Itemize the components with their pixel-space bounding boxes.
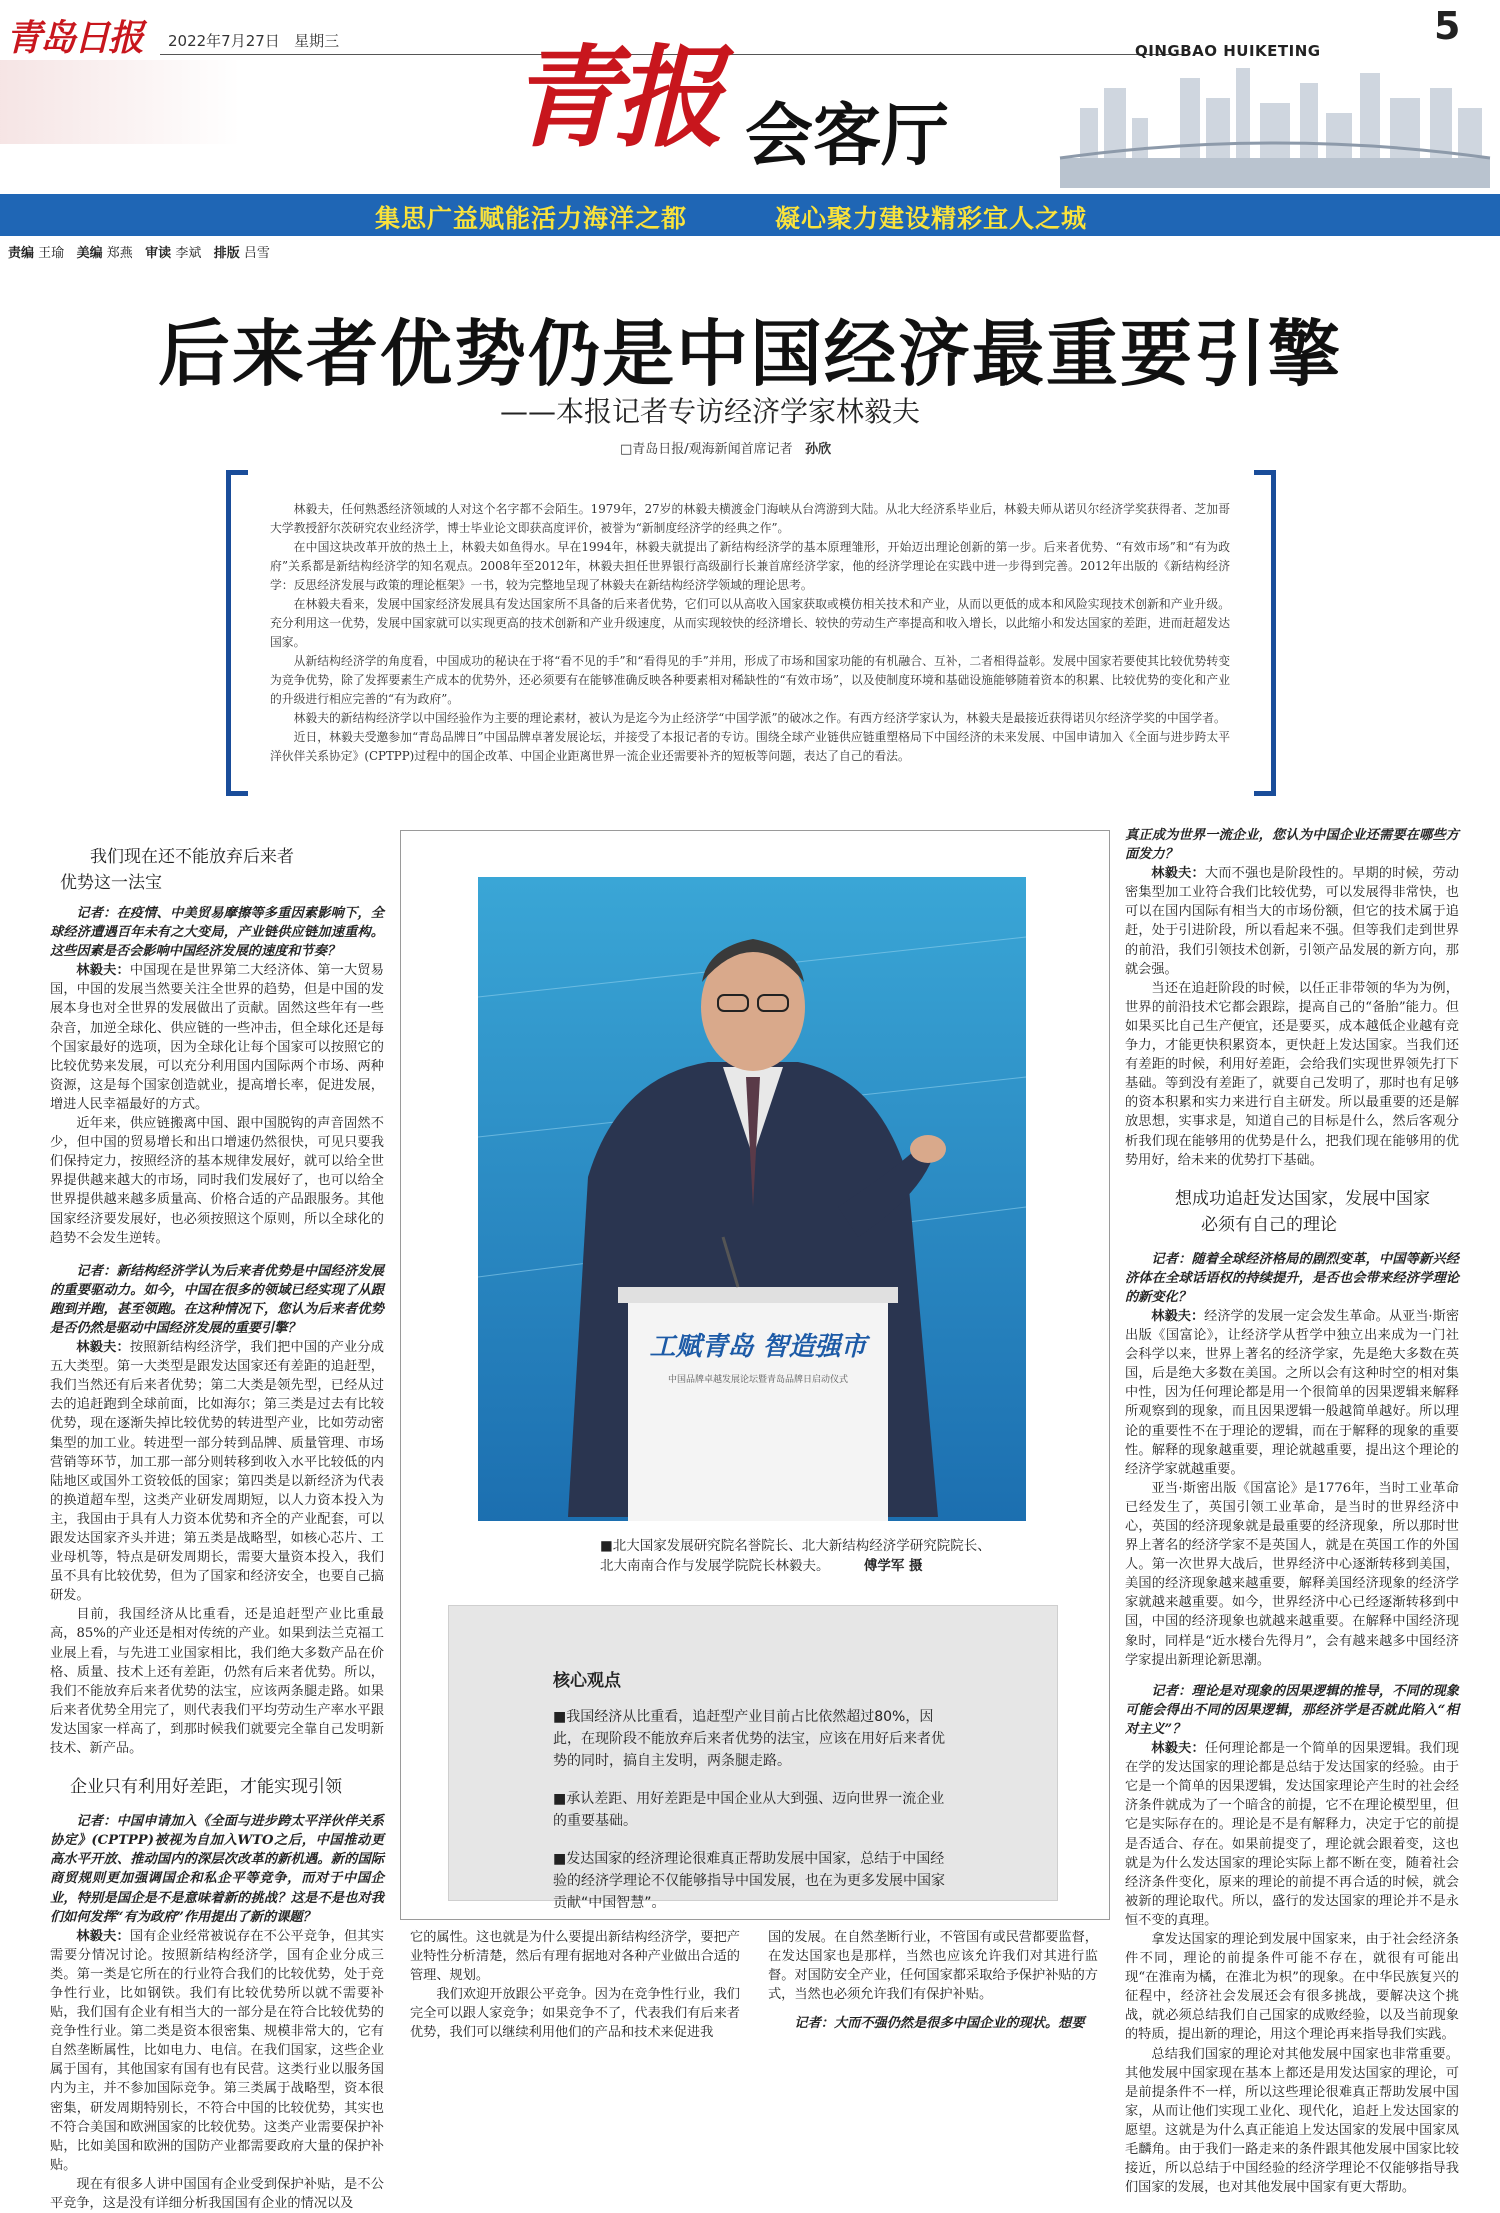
slogan-right: 凝心聚力建设精彩宜人之城 <box>775 204 1088 233</box>
question: 记者：理论是对现象的因果逻辑的推导，不同的现象可能会得出不同的因果逻辑，那经济学是否就此陷入“相对主义”？ <box>1125 1683 1459 1737</box>
weekday-text: 星期三 <box>294 32 340 50</box>
answer-paragraph: 近年来，供应链搬离中国、跟中国脱钩的声音固然不少，但中国的贸易增长和出口增速仍然很快，可见只要我们保持定力，按照经济的基本规律发展好，就可以给全世界提供越来越大的市场，同时我们发展好了，也可以给全世界提供越来越多质量高、价格合适的产品跟服务。其他国家经济要发展好，也必须按照这个原则，所以全球化的趋势不会发生逆转。 <box>50 1116 384 1246</box>
answer-paragraph: 现在有很多人讲中国国有企业受到保护补贴，是不公平竞争，这是没有详细分析我国国有企业的情况以及 <box>50 2176 384 2211</box>
header-left-wash <box>0 60 240 144</box>
credit-role: 排版 <box>213 246 240 261</box>
intro-paragraph: 从新结构经济学的角度看，中国成功的秘诀在于将“看不见的手”和“看得见的手”并用，形成了市场和国家功能的有机融合、互补，二者相得益彰。发展中国家若要使其比较优势转变为竞争优势，除了发挥要素生产成本的优势外，还必须要有在能够准确反映各种要素相对稀缺性的“有效市场”，以及使制度环境和基础设施能够随着资本的积累、比较优势的变化和产业的升级进行相应完善的“有为政府”。 <box>270 654 1230 706</box>
answer-paragraph: 总结我们国家的理论对其他发展中国家也非常重要。其他发展中国家现在基本上都还是用发达国家的理论，可是前提条件不一样，所以这些理论很难真正帮助发展中国家，从而让他们实现工业化、现代化，追赶上发达国家的愿望。这就是为什么真正能追上发达国家的发展中国家凤毛麟角。由于我们一路走来的条件跟其他发展中国家比较接近，所以总结于中国经验的经济学理论不仅能够指导我们国家的发展，也对其他发展中国家有更大帮助。 <box>1125 2046 1459 2196</box>
core-points-title: 核心观点 <box>553 1671 621 1691</box>
speaker-label: 林毅夫： <box>1151 1741 1205 1757</box>
answer-text: 按照新结构经济学，我们把中国的产业分成五大类型。第一大类型是跟发达国家还有差距的追赶型，我们当然还有后来者优势；第二大类是领先型，已经从过去的追赶跑到全球前面，比如海尔；第三类是过去有比较优势，现在逐渐失掉比较优势的转进型产业，比如劳动密集型的加工业。转进型一部分转到品牌、质量管理、市场营销等环节，加工那一部分则转移到收入水平比较低的内陆地区或国外工资较低的国家；第四类是以新经济为代表的换道超车型，这类产业研发周期短，以人力资本投入为主，我国由于具有人力资本优势和齐全的产业配套，可以跟发达国家齐头并进；第五类是战略型，如核心芯片、工业母机等，特点是研发周期长，需要大量资本投入，我们虽不具有比较优势，但为了国家和经济安全，也要自己搞研发。 <box>50 1340 384 1604</box>
caption-line: ■北大国家发展研究院名誉院长、北大新结构经济学研究院院长、 <box>600 1538 991 1554</box>
section-title-1 <box>50 838 384 904</box>
intro-bracket-left <box>226 470 248 796</box>
credit-role: 审读 <box>145 246 172 261</box>
body-paragraph: 我们欢迎开放跟公平竞争。因为在竞争性行业，我们完全可以跟人家竞争；如果竞争不了，代表我们有后来者优势，我们可以继续利用他们的产品和技术来促进我 <box>410 1987 740 2041</box>
speaker-photo <box>478 877 1026 1521</box>
city-skyline-illustration <box>1060 58 1490 196</box>
intro-bracket-right <box>1254 470 1276 796</box>
credit-name: 吕雪 <box>243 246 270 261</box>
answer-paragraph <box>50 1927 384 2175</box>
speaker-label: 林毅夫： <box>1151 866 1205 882</box>
speaker-label: 林毅夫： <box>76 963 130 979</box>
question-continued: 真正成为世界一流企业，您认为中国企业还需要在哪些方面发力？ <box>1125 828 1459 863</box>
section-title-2: 企业只有利用好差距，才能实现引领 <box>70 1777 342 1798</box>
podium-banner-small: 中国品牌卓越发展论坛暨青岛品牌日启动仪式 <box>667 1375 849 1385</box>
answer-paragraph: 当还在追赶阶段的时候，以任正非带领的华为为例，世界的前沿技术它都会跟踪，提高自己的“备胎”能力。但如果买比自己生产便宜，还是要买，成本越低企业越有竞争力，才能更快积累资本，更快赶上发达国家。当我们还有差距的时候，利用好差距，会给我们实现世界领先打下基础。等到没有差距了，就要自己发明了，那时也有足够的资本积累和实力来进行自主研发。所以最重要的还是解放思想，实事求是，知道自己的目标是什么，然后客观分析我们现在能够用的优势是什么，把我们现在能够用的优势用好，给未来的优势打下基础。 <box>1125 980 1459 1168</box>
byline <box>620 438 831 457</box>
column-1 <box>50 838 384 2211</box>
answer-paragraph <box>1125 1307 1459 1479</box>
slogan-left: 集思广益赋能活力海洋之都 <box>375 204 688 233</box>
byline-name: 孙欣 <box>805 442 832 457</box>
byline-source: □青岛日报/观海新闻首席记者 <box>620 442 793 457</box>
paper-logo: 青岛日报 <box>6 17 143 59</box>
photo-caption <box>600 1536 1020 1576</box>
section-title-3 <box>1125 1170 1459 1250</box>
intro-paragraph: 林毅夫的新结构经济学以中国经验作为主要的理论素材，被认为是迄今为止经济学“中国学派”的破冰之作。有西方经济学家认为，林毅夫是最接近获得诺贝尔经济学奖的中国学者。 <box>293 711 1226 725</box>
section-title-line: 我们现在还不能放弃后来者 <box>90 847 294 867</box>
core-points-box <box>448 1605 1058 1911</box>
answer-text: 任何理论都是一个简单的因果逻辑。我们现在学的发达国家的理论都是总结于发达国家的经验。由于它是一个简单的因果逻辑，发达国家理论产生时的社会经济条件就成为了一个暗含的前提，它不在理论模型里，但它是实际存在的。理论是不是有解释力，决定于它的前提是否适合、存在。如果前提变了，理论就会跟着变，这也就是为什么发达国家的理论实际上都不断在变，随着社会经济条件变化，原来的理论的前提不再合适的时候，就会被新的理论取代。所以，盛行的发达国家的理论并不是永恒不变的真理。 <box>1125 1741 1459 1928</box>
answer-text: 中国现在是世界第二大经济体、第一大贸易国，中国的发展当然要关注全世界的趋势，但是中国的发展本身也对全世界的发展做出了贡献。固然这些年有一些杂音，加逆全球化、供应链的一些冲击，但全球化还是每个国家最好的选项，因为全球化让每个国家可以按照它的比较优势来发展，可以充分利用国内国际两个市场、两种资源，这是每个国家创造就业，提高增长率，促进发展，增进人民幸福最好的方式。 <box>50 963 384 1112</box>
question: 记者：中国申请加入《全面与进步跨太平洋伙伴关系协定》(CPTPP)被视为自加入WTO之后，中国推动更高水平开放、推动国内的深层次改革的新机遇。新的国际商贸规则更加强调国企和私企平等竞争，而对于中国企业，特别是国企是不是意味着新的挑战？这是不是也对我们如何发挥“有为政府”作用提出了新的课题？ <box>50 1814 384 1925</box>
column-3-bottom <box>768 1928 1098 2150</box>
answer-text: 经济学的发展一定会发生革命。从亚当·斯密出版《国富论》，让经济学从哲学中独立出来成为一门社会科学以来，世界上著名的经济学家，先是绝大多数在英国，后是绝大多数在美国。之所以会有这种时空的相对集中性，因为任何理论都是用一个很简单的因果逻辑来解释所观察到的现象，而且因果逻辑一般越简单越好。所以理论的重要性不在于理论的逻辑，而在于解释的现象的重要性。解释的现象越重要，理论就越重要，提出这个理论的经济学家就越重要。 <box>1125 1308 1460 1477</box>
question: 记者：大而不强仍然是很多中国企业的现状。想要 <box>794 2016 1085 2032</box>
credit-role: 美编 <box>76 246 103 261</box>
credit-name: 王瑜 <box>38 246 65 261</box>
answer-text: 大而不强也是阶段性的。早期的时候，劳动密集型加工业符合我们比较优势，可以发展得非常快，也可以在国内国际有相当大的市场份额，但它的技术属于追赶，处于引进阶段，所以看起来不强。但等我们走到世界的前沿，我们引领技术创新，引领产品发展的新方向，那就会强。 <box>1125 866 1459 977</box>
answer-text: 国有企业经常被说存在不公平竞争，但其实需要分情况讨论。按照新结构经济学，国有企业分成三类。第一类是它所在的行业符合我们的比较优势，处于竞争性行业，比如钢铁。我们有比较优势所以就不需要补贴，我们国有企业有相当大的一部分是在符合比较优势的竞争性行业。第二类是资本很密集、规模非常大的，它有自然垄断属性，比如电力、电信。在我们国家，这些企业属于国有，其他国家有国有也有民营。这类行业以服务国内为主，并不参加国际竞争。第三类属于战略型，资本很密集，研发周期特别长，不符合中国的比较优势，其实也不符合美国和欧洲国家的比较优势。这类产业需要保护补贴，比如美国和欧洲的国防产业都需要政府大量的保护补贴。 <box>50 1928 384 2173</box>
core-points-list <box>553 1706 953 1914</box>
answer-paragraph <box>1125 1739 1459 1930</box>
credit-role: 责编 <box>8 246 35 261</box>
section-title-black: 会客厅 <box>745 96 950 176</box>
intro-paragraph: 近日，林毅夫受邀参加“青岛品牌日”中国品牌卓著发展论坛，并接受了本报记者的专访。围绕全球产业链供应链重塑格局下中国经济的未来发展、中国申请加入《全面与进步跨太平洋伙伴关系协定》(CPTPP)过程中的国企改革、中国企业距离世界一流企业还需要补齐的短板等问题，表达了自己的看法。 <box>270 730 1230 763</box>
column-2-bottom <box>410 1928 740 2150</box>
core-point: ■承认差距、用好差距是中国企业从大到强、迈向世界一流企业的重要基础。 <box>553 1791 945 1829</box>
body-paragraph: 它的属性。这也就是为什么要提出新结构经济学，要把产业特性分析清楚，然后有理有据地对各种产业做出合适的管理、规划。 <box>410 1930 740 1984</box>
question: 记者：新结构经济学认为后来者优势是中国经济发展的重要驱动力。如今，中国在很多的领域已经实现了从跟跑到并跑，甚至领跑。在这种情况下，您认为后来者优势是否仍然是驱动中国经济发展的重要引擎？ <box>50 1263 384 1336</box>
section-title-line: 想成功追赶发达国家，发展中国家 <box>1175 1188 1430 1209</box>
speaker-label: 林毅夫： <box>76 1340 130 1356</box>
answer-paragraph: 目前，我国经济从比重看，还是追赶型产业比重最高，85%的产业还是相对传统的产业。如果到法兰克福工业展上看，与先进工业国家相比，我们绝大多数产品在价格、质量、技术上还有差距，仍然有后来者优势。所以，我们不能放弃后来者优势的法宝，应该两条腿走路。如果后来者优势全用完了，则代表我们平均劳动生产率水平跟发达国家一样高了，到那时候我们就要完全靠自己发明新技术、新产品。 <box>50 1607 384 1757</box>
credit-name: 郑燕 <box>106 246 133 261</box>
caption-line-2 <box>600 1556 1020 1576</box>
issue-date <box>168 30 339 51</box>
question: 记者：随着全球经济格局的剧烈变革，中国等新兴经济体在全球话语权的持续提升，是否也会带来经济学理论的新变化？ <box>1125 1251 1459 1305</box>
podium-banner-text: 工赋青岛 智造强市 <box>649 1332 867 1362</box>
intro-paragraph: 在林毅夫看来，发展中国家经济发展具有发达国家所不具备的后来者优势，它们可以从高收入国家获取或模仿相关技术和产业，从而以更低的成本和风险实现技术创新和产业升级。充分利用这一优势，发展中国家就可以实现更高的技术创新和产业升级速度，从而实现较快的经济增长、较快的劳动生产率提高和收入增长，以此缩小和发达国家的差距，进而赶超发达国家。 <box>270 597 1230 649</box>
answer-paragraph <box>50 961 384 1114</box>
intro-paragraph: 林毅夫，任何熟悉经济领域的人对这个名字都不会陌生。1979年，27岁的林毅夫横渡金门海峡从台湾游到大陆。从北大经济系毕业后，林毅夫师从诺贝尔经济学奖获得者、芝加哥大学教授舒尔茨研究农业经济学，博士毕业论文即获高度评价，被誉为“新制度经济学的经典之作”。 <box>270 502 1230 535</box>
page-number: 5 <box>1434 4 1461 48</box>
slogan-bar <box>0 194 1500 236</box>
section-pinyin: QINGBAO HUIKETING <box>1135 42 1321 60</box>
core-point: ■发达国家的经济理论很难真正帮助发展中国家，总结于中国经验的经济学理论不仅能够指导中国发展，也在为更多发展中国家贡献“中国智慧”。 <box>553 1851 945 1911</box>
intro-text <box>270 500 1230 766</box>
answer-paragraph: 拿发达国家的理论到发展中国家来，由于社会经济条件不同，理论的前提条件可能不存在，就很有可能出现“在淮南为橘，在淮北为枳”的现象。在中华民族复兴的征程中，经济社会发展还会有很多挑战，要解决这个挑战，就必须总结我们自己国家的成败经验，以及当前现象的特质，提出新的理论，用这个理论再来指导我们实践。 <box>1125 1931 1459 2043</box>
question: 记者：在疫情、中美贸易摩擦等多重因素影响下，全球经济遭遇百年未有之大变局，产业链供应链加速重构。这些因素是否会影响中国经济发展的速度和节奏？ <box>50 906 384 960</box>
subheadline: ——本报记者专访经济学家林毅夫 <box>500 395 921 428</box>
section-title-line: 必须有自己的理论 <box>1201 1214 1337 1235</box>
section-title-line: 优势这一法宝 <box>60 873 162 893</box>
body-paragraph: 国的发展。在自然垄断行业，不管国有或民营都要监督，在发达国家也是那样，当然也应该允许我们对其进行监督。对国防安全产业，任何国家都采取给予保护补贴的方式，当然也必须允许我们有保护补贴。 <box>768 1930 1098 2003</box>
answer-paragraph <box>50 1338 384 1605</box>
column-4 <box>1125 826 1460 2196</box>
editor-credits <box>8 242 270 261</box>
section-title-red: 青报 <box>510 33 718 162</box>
headline: 后来者优势仍是中国经济最重要引擎 <box>157 311 1342 396</box>
caption-text: 北大南南合作与发展学院院长林毅夫。 <box>600 1558 830 1574</box>
intro-paragraph: 在中国这块改革开放的热土上，林毅夫如鱼得水。早在1994年，林毅夫就提出了新结构经济学的基本原理雏形，开始迈出理论创新的第一步。后来者优势、“有效市场”和“有为政府”关系都是新结构经济学的知名观点。2008年至2012年，林毅夫担任世界银行高级副行长兼首席经济学家，他的经济学理论在实践中进一步得到完善。2012年出版的《新结构经济学：反思经济发展与政策的理论框架》一书，较为完整地呈现了林毅夫在新结构经济学领域的理论思考。 <box>270 540 1230 592</box>
photographer: 傅学军 摄 <box>863 1558 923 1574</box>
speaker-label: 林毅夫： <box>76 1928 130 1944</box>
credit-name: 李斌 <box>175 246 202 261</box>
answer-paragraph <box>1125 864 1459 979</box>
speaker-label: 林毅夫： <box>1151 1308 1205 1324</box>
date-text: 2022年7月27日 <box>168 32 280 50</box>
core-point: ■我国经济从比重看，追赶型产业目前占比依然超过80%，因此，在现阶段不能放弃后来者优势的法宝，应该在用好后来者优势的同时，搞自主发明，两条腿走路。 <box>553 1709 945 1769</box>
answer-paragraph: 亚当·斯密出版《国富论》是1776年，当时工业革命已经发生了，英国引领工业革命，是当时的世界经济中心，英国的经济现象就是最重要的经济现象，所以那时世界上著名的经济学家不是英国人，就是在英国工作的外国人。第一次世界大战后，世界经济中心逐渐转移到美国，美国的经济现象越来越重要，解释美国经济现象的经济学家就越来越重要。如今，世界经济中心已经逐渐转移到中国，中国的经济现象也就越来越重要。在解释中国经济现象时，同样是“近水楼台先得月”，会有越来越多中国经济学家提出新理论新思潮。 <box>1125 1480 1459 1668</box>
